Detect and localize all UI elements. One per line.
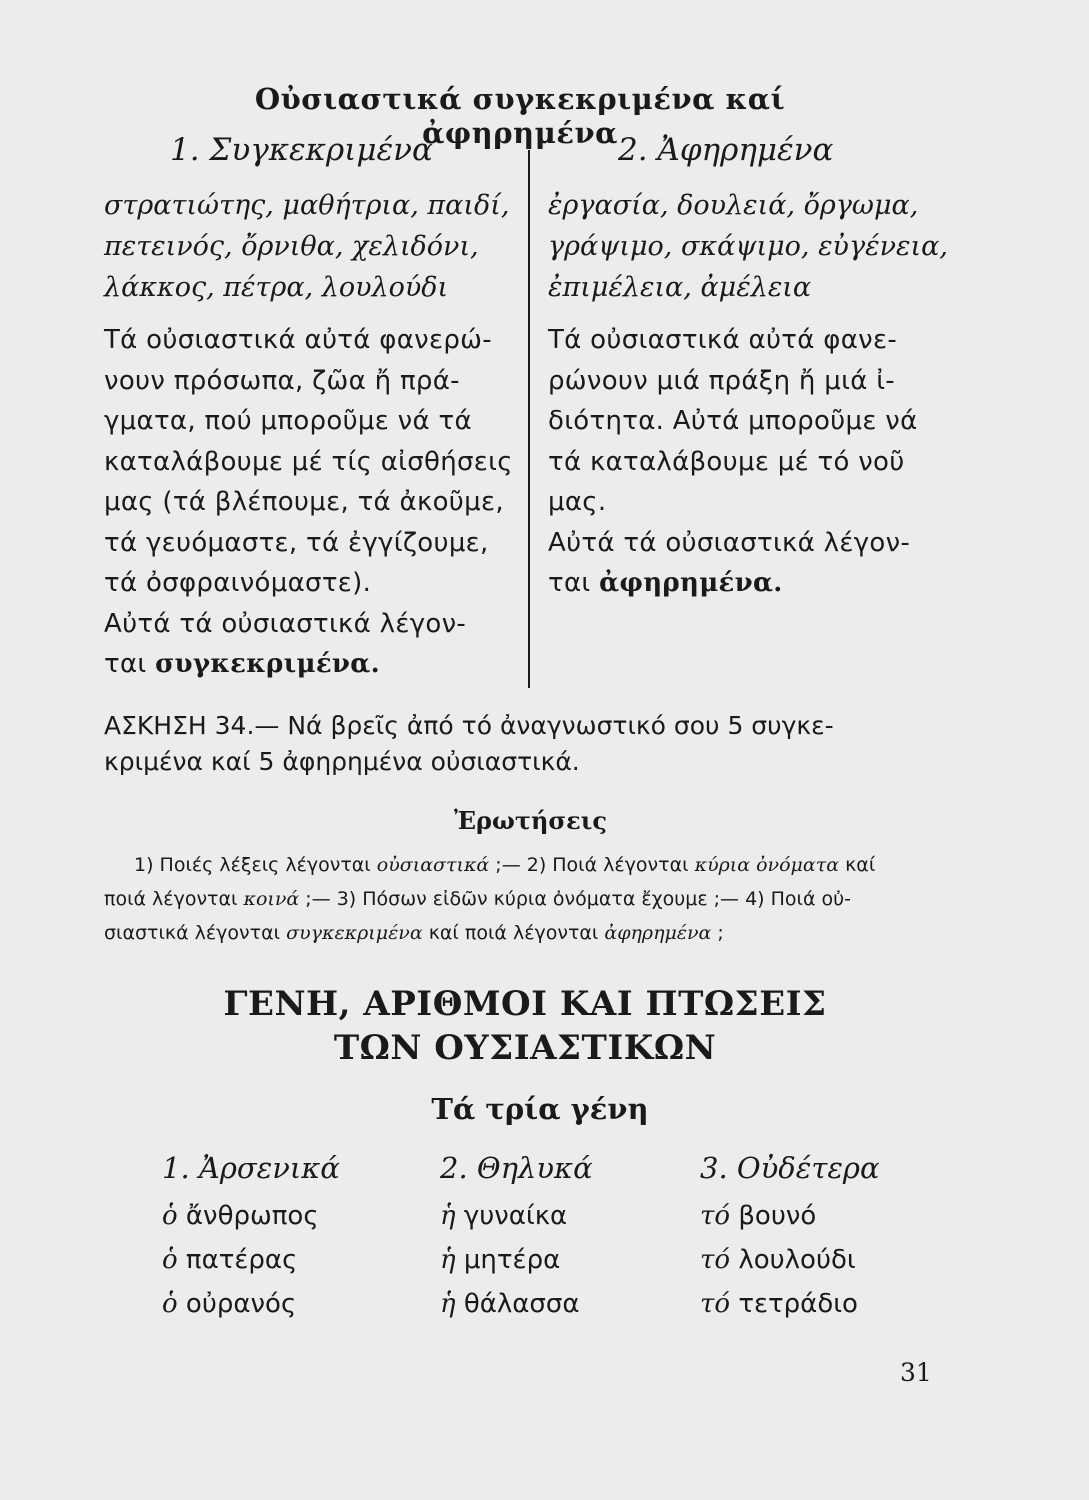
noun: γυναίκα [463, 1201, 568, 1231]
article: τό [700, 1245, 731, 1275]
neuter-column [700, 1148, 880, 1326]
chapter-title-line: ΤΩΝ ΟΥΣΙΑΣΤΙΚΩΝ [333, 1028, 717, 1068]
noun: ἄνθρωπος [185, 1201, 319, 1231]
concrete-column [104, 185, 524, 685]
q-text: ;— 3) Πόσων εἰδῶν κύρια ὀνόματα ἔχουμε ;— 4) Ποιά οὐ- [299, 888, 852, 910]
concrete-term: συγκεκριμένα. [155, 649, 380, 679]
q-text: καί [839, 854, 876, 876]
q-term: κοινά [243, 888, 300, 910]
concrete-explanation [104, 320, 524, 685]
article: ὁ [162, 1201, 178, 1231]
gender-item [700, 1282, 880, 1326]
article: τό [700, 1289, 731, 1319]
gender-heading: 2. Θηλυκά [440, 1151, 593, 1185]
article: τό [700, 1201, 731, 1231]
noun: πατέρας [185, 1245, 298, 1275]
text-line: καταλάβουμε μέ τίς αἰσθήσεις [104, 446, 513, 477]
concrete-examples [104, 185, 524, 308]
example-line: ἐργασία, δουλειά, ὄργωμα, [548, 190, 919, 221]
article: ἡ [440, 1289, 456, 1319]
noun: βουνό [738, 1201, 817, 1231]
abstract-heading: 2. Ἀφηρημένα [618, 132, 834, 168]
genders-title: Τά τρία γένη [431, 1092, 649, 1126]
text-line: διότητα. Αὐτά μποροῦμε νά [548, 406, 918, 436]
question-line [104, 848, 934, 882]
text-line: τά καταλάβουμε μέ τό νοῦ [548, 446, 905, 477]
page-number: 31 [900, 1358, 932, 1387]
text-line: νουν πρόσωπα, ζῶα ἤ πρά- [104, 365, 460, 396]
text-line: μας (τά βλέπουμε, τά ἀκοῦμε, [104, 487, 504, 517]
q-term: κύρια ὀνόματα [694, 854, 840, 876]
q-text: σιαστικά λέγονται [104, 922, 287, 944]
q-text: ποιά λέγονται [104, 888, 244, 910]
text-line: τά γευόμαστε, τά ἐγγίζουμε, [104, 527, 489, 558]
exercise-34 [104, 708, 934, 780]
gender-heading: 3. Οὐδέτερα [700, 1151, 880, 1185]
chapter-title [180, 982, 870, 1070]
gender-item [162, 1194, 340, 1238]
text-line: Τά οὐσιαστικά αὐτά φανε- [548, 325, 897, 355]
text-line: μας. [548, 487, 607, 517]
conclusion-line [548, 563, 938, 604]
noun: τετράδιο [738, 1289, 858, 1319]
q-term: ἀφηρημένα [604, 922, 712, 944]
abstract-term: ἀφηρημένα. [599, 568, 783, 598]
gender-item [440, 1238, 593, 1282]
abstract-examples [548, 185, 948, 308]
q-text: καί ποιά λέγονται [422, 922, 605, 944]
noun: μητέρα [463, 1245, 561, 1275]
example-line: στρατιώτης, μαθήτρια, παιδί, [104, 190, 510, 221]
chapter-title-line: ΓΕΝΗ, ΑΡΙΘΜΟΙ ΚΑΙ ΠΤΩΣΕΙΣ [223, 984, 827, 1024]
conclusion-prefix: ται [104, 649, 156, 679]
article: ἡ [440, 1201, 456, 1231]
text-line: γματα, πού μποροῦμε νά τά [104, 406, 472, 436]
concrete-heading: 1. Συγκεκριμένα [170, 132, 433, 168]
noun: θάλασσα [463, 1289, 580, 1319]
masculine-column [162, 1148, 340, 1326]
conclusion-line [104, 644, 524, 685]
gender-item [162, 1238, 340, 1282]
conclusion-prefix: ται [548, 568, 600, 598]
gender-item [700, 1238, 880, 1282]
text-line: Τά οὐσιαστικά αὐτά φανερώ- [104, 325, 492, 355]
exercise-line: κριμένα καί 5 ἀφηρημένα οὐσιαστικά. [104, 747, 580, 776]
gender-item [700, 1194, 880, 1238]
q-text: ; [711, 922, 724, 944]
abstract-column [548, 185, 948, 604]
noun: οὐρανός [185, 1289, 297, 1319]
q-term: συγκεκριμένα [286, 922, 423, 944]
example-line: γράψιμο, σκάψιμο, εὐγένεια, [548, 231, 948, 262]
text-line: Αὐτά τά οὐσιαστικά λέγον- [548, 527, 911, 558]
gender-item [162, 1282, 340, 1326]
column-divider [528, 150, 530, 688]
example-line: πετεινός, ὄρνιθα, χελιδόνι, [104, 231, 479, 262]
q-term: οὐσιαστικά [376, 854, 490, 876]
gender-item [440, 1282, 593, 1326]
questions-title: Ἐρωτήσεις [454, 806, 607, 835]
q-text: ;— 2) Ποιά λέγονται [489, 854, 695, 876]
gender-heading: 1. Ἀρσενικά [162, 1151, 340, 1185]
question-line [104, 882, 934, 916]
text-line: Αὐτά τά οὐσιαστικά λέγον- [104, 608, 467, 639]
example-line: ἐπιμέλεια, ἀμέλεια [548, 272, 812, 303]
article: ἡ [440, 1245, 456, 1275]
article: ὁ [162, 1289, 178, 1319]
text-line: ρώνουν μιά πράξη ἤ μιά ἰ- [548, 365, 895, 396]
exercise-line: ΑΣΚΗΣΗ 34.— Νά βρεῖς ἀπό τό ἀναγνωστικό σου 5 συγκε- [104, 711, 834, 740]
feminine-column [440, 1148, 593, 1326]
questions-block [104, 848, 934, 950]
noun: λουλούδι [738, 1245, 856, 1275]
example-line: λάκκος, πέτρα, λουλούδι [104, 272, 449, 303]
abstract-explanation [548, 320, 938, 604]
article: ὁ [162, 1245, 178, 1275]
q-text: 1) Ποιές λέξεις λέγονται [134, 854, 377, 876]
top-section-title: Οὐσιαστικά συγκεκριμένα καί ἀφηρημένα [254, 82, 786, 150]
text-line: τά ὀσφραινόμαστε). [104, 568, 372, 598]
gender-item [440, 1194, 593, 1238]
question-line [104, 916, 934, 950]
